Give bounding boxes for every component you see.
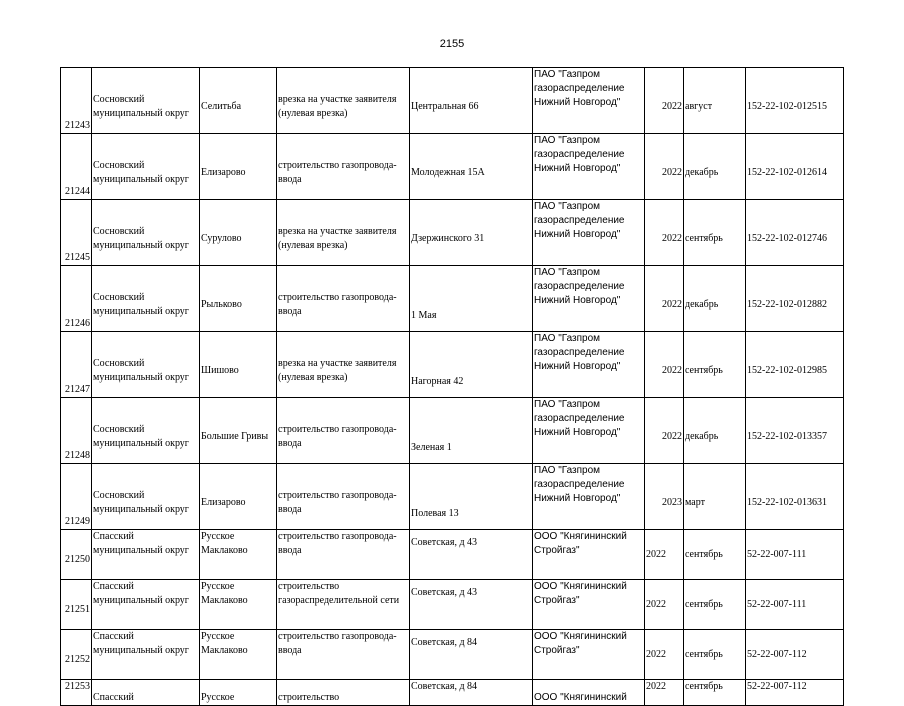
month-cell: март — [684, 464, 746, 530]
district-cell: Сосновский муниципальный округ — [92, 68, 200, 134]
organization-cell: ПАО "Газпром газораспределение Нижний Новгород" — [533, 464, 645, 530]
code-cell: 152-22-102-012746 — [746, 200, 844, 266]
district-cell: Сосновский муниципальный округ — [92, 200, 200, 266]
month-cell: сентябрь — [684, 200, 746, 266]
row-number: 21248 — [61, 398, 92, 464]
table-row — [61, 398, 844, 464]
locality-cell: Большие Гривы — [200, 398, 277, 464]
year-cell: 2022 — [645, 630, 684, 680]
work-type-cell: строительство газопровода-ввода — [277, 398, 410, 464]
row-number: 21250 — [61, 530, 92, 580]
code-cell: 152-22-102-012515 — [746, 68, 844, 134]
table-row — [61, 68, 844, 134]
table-row — [61, 530, 844, 580]
district-cell: Спасский муниципальный округ — [92, 530, 200, 580]
district-cell: Сосновский муниципальный округ — [92, 398, 200, 464]
month-cell: сентябрь — [684, 332, 746, 398]
district-cell: Спасский муниципальный округ — [92, 630, 200, 680]
organization-cell: ПАО "Газпром газораспределение Нижний Новгород" — [533, 398, 645, 464]
year-cell: 2022 — [645, 200, 684, 266]
code-cell: 152-22-102-012985 — [746, 332, 844, 398]
year-cell: 2022 — [645, 134, 684, 200]
work-type-cell: строительство газопровода-ввода — [277, 266, 410, 332]
address-cell: Советская, д 43 — [410, 530, 533, 580]
organization-cell: ПАО "Газпром газораспределение Нижний Новгород" — [533, 332, 645, 398]
records-table — [60, 67, 844, 706]
work-type-cell: врезка на участке заявителя (нулевая врезка) — [277, 332, 410, 398]
month-cell: август — [684, 68, 746, 134]
row-number: 21247 — [61, 332, 92, 398]
row-number: 21245 — [61, 200, 92, 266]
work-type-cell: врезка на участке заявителя (нулевая врезка) — [277, 68, 410, 134]
month-cell: декабрь — [684, 398, 746, 464]
row-number: 21253 — [61, 680, 92, 706]
work-type-cell: строительство газопровода-ввода — [277, 630, 410, 680]
district-cell: Сосновский муниципальный округ — [92, 266, 200, 332]
work-type-cell: строительство газопровода-ввода — [277, 134, 410, 200]
address-cell: Советская, д 84 — [410, 630, 533, 680]
organization-cell: ООО "Княгининский — [533, 680, 645, 706]
address-cell: Центральная 66 — [410, 68, 533, 134]
page-number: 2155 — [439, 38, 465, 50]
organization-cell: ООО "Княгининский Стройгаз" — [533, 630, 645, 680]
code-cell: 152-22-102-013357 — [746, 398, 844, 464]
row-number: 21243 — [61, 68, 92, 134]
locality-cell: Русское Маклаково — [200, 580, 277, 630]
work-type-cell: строительство газораспределительной сети — [277, 580, 410, 630]
month-cell: декабрь — [684, 134, 746, 200]
code-cell: 152-22-102-012882 — [746, 266, 844, 332]
row-number: 21246 — [61, 266, 92, 332]
district-cell: Спасский муниципальный округ — [92, 580, 200, 630]
year-cell: 2023 — [645, 464, 684, 530]
row-number: 21251 — [61, 580, 92, 630]
locality-cell: Селитьба — [200, 68, 277, 134]
table-row — [61, 134, 844, 200]
table-row — [61, 680, 844, 706]
table-row — [61, 580, 844, 630]
code-cell: 152-22-102-013631 — [746, 464, 844, 530]
month-cell: сентябрь — [684, 680, 746, 706]
year-cell: 2022 — [645, 332, 684, 398]
district-cell: Сосновский муниципальный округ — [92, 464, 200, 530]
table-row — [61, 630, 844, 680]
locality-cell: Русское Маклаково — [200, 630, 277, 680]
year-cell: 2022 — [645, 266, 684, 332]
locality-cell: Елизарово — [200, 464, 277, 530]
code-cell: 52-22-007-112 — [746, 680, 844, 706]
organization-cell: ПАО "Газпром газораспределение Нижний Новгород" — [533, 200, 645, 266]
year-cell: 2022 — [645, 68, 684, 134]
month-cell: сентябрь — [684, 530, 746, 580]
organization-cell: ПАО "Газпром газораспределение Нижний Новгород" — [533, 134, 645, 200]
row-number: 21249 — [61, 464, 92, 530]
month-cell: сентябрь — [684, 580, 746, 630]
year-cell: 2022 — [645, 680, 684, 706]
table-row — [61, 200, 844, 266]
table-row — [61, 266, 844, 332]
locality-cell: Русское — [200, 680, 277, 706]
address-cell: Нагорная 42 — [410, 332, 533, 398]
address-cell: Молодежная 15А — [410, 134, 533, 200]
locality-cell: Русское Маклаково — [200, 530, 277, 580]
work-type-cell: строительство газопровода-ввода — [277, 530, 410, 580]
code-cell: 152-22-102-012614 — [746, 134, 844, 200]
row-number: 21252 — [61, 630, 92, 680]
organization-cell: ПАО "Газпром газораспределение Нижний Новгород" — [533, 68, 645, 134]
year-cell: 2022 — [645, 580, 684, 630]
work-type-cell: врезка на участке заявителя (нулевая врезка) — [277, 200, 410, 266]
year-cell: 2022 — [645, 398, 684, 464]
locality-cell: Елизарово — [200, 134, 277, 200]
organization-cell: ООО "Княгининский Стройгаз" — [533, 530, 645, 580]
address-cell: Зеленая 1 — [410, 398, 533, 464]
organization-cell: ПАО "Газпром газораспределение Нижний Новгород" — [533, 266, 645, 332]
row-number: 21244 — [61, 134, 92, 200]
locality-cell: Сурулово — [200, 200, 277, 266]
address-cell: Советская, д 84 — [410, 680, 533, 706]
work-type-cell: строительство газопровода-ввода — [277, 464, 410, 530]
district-cell: Сосновский муниципальный округ — [92, 134, 200, 200]
year-cell: 2022 — [645, 530, 684, 580]
table-row — [61, 464, 844, 530]
address-cell: Советская, д 43 — [410, 580, 533, 630]
month-cell: декабрь — [684, 266, 746, 332]
address-cell: 1 Мая — [410, 266, 533, 332]
address-cell: Дзержинского 31 — [410, 200, 533, 266]
code-cell: 52-22-007-112 — [746, 630, 844, 680]
district-cell: Сосновский муниципальный округ — [92, 332, 200, 398]
month-cell: сентябрь — [684, 630, 746, 680]
locality-cell: Шишово — [200, 332, 277, 398]
table-row — [61, 332, 844, 398]
district-cell: Спасский — [92, 680, 200, 706]
code-cell: 52-22-007-111 — [746, 580, 844, 630]
work-type-cell: строительство — [277, 680, 410, 706]
address-cell: Полевая 13 — [410, 464, 533, 530]
code-cell: 52-22-007-111 — [746, 530, 844, 580]
locality-cell: Рыльково — [200, 266, 277, 332]
organization-cell: ООО "Княгининский Стройгаз" — [533, 580, 645, 630]
